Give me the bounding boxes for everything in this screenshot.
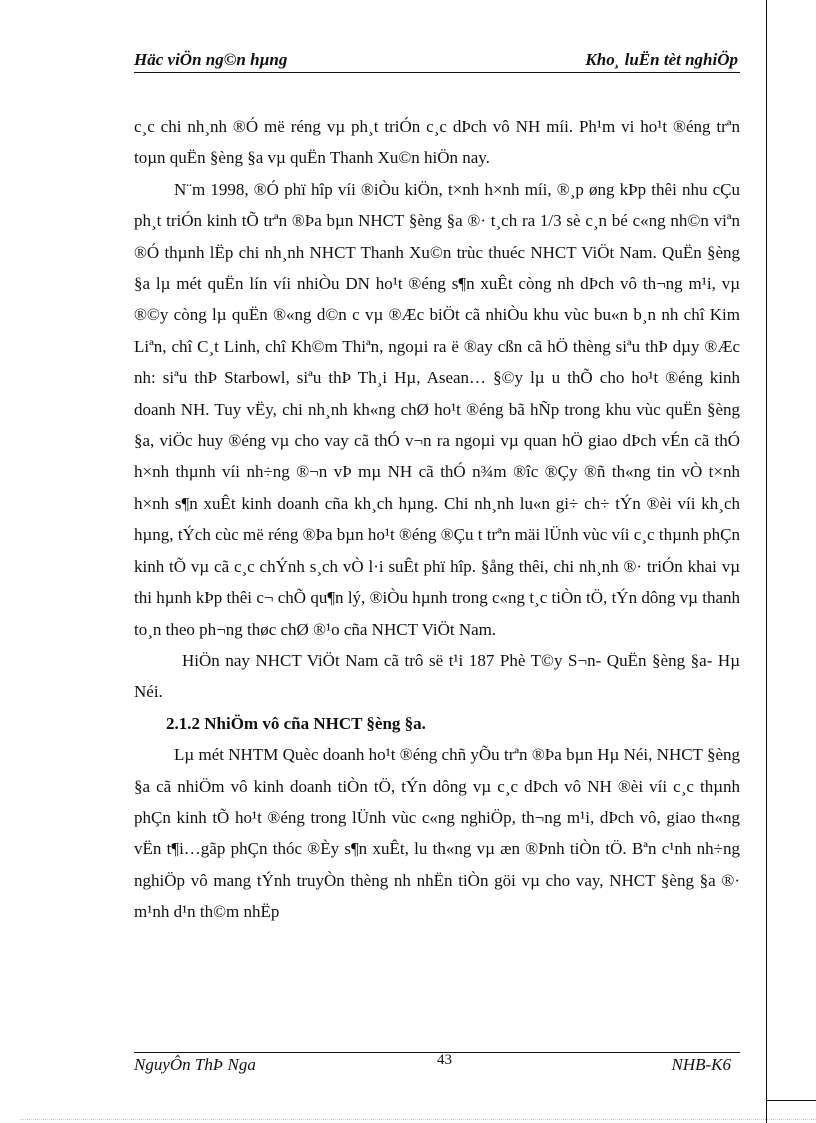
header-document-type: Kho¸ luËn tèt nghiÖp [585,50,738,69]
page-frame-bottom-border [766,1100,816,1101]
page-number: 43 [437,1052,452,1068]
header-institution: Häc viÖn ng©n hµng [134,50,288,69]
body-paragraph-headquarters: HiÖn nay NHCT ViÖt Nam cã trô së t¹i 187 Phè T©y S¬n- QuËn §èng §a- Hµ Néi. [134,650,740,702]
section-paragraph: Lµ mét NHTM Quèc doanh ho¹t ®éng chñ yÕu trªn ®Þa bµn Hµ Néi, NHCT §èng §a cã nhiÖm vô kinh doanh tiÒn tÖ, tÝn dông vµ c¸c dÞch vô NH ®èi víi c¸c thµnh phÇn kinh tÕ ho¹t ®éng trong lÜnh vùc c«ng nghiÖp, th¬ng m¹i, dÞch vô, giao th«ng vËn t¶i…gãp phÇn thóc ®Èy s¶n xuÊt, lu th«ng vµ æn ®Þnh tiÒn tÖ. Bªn c¹nh nh÷ng nghiÖp vô mang tÝnh truyÒn thèng nh nhËn tiÒn göi vµ cho vay, NHCT §èng §a ®· m¹nh d¹n th©m nhËp [134,745,740,922]
footer-author: NguyÔn ThÞ Nga [134,1055,256,1074]
page-edge-dotted-line [20,1119,816,1120]
section-heading: 2.1.2 NhiÖm vô cña NHCT §èng §a. [166,713,426,733]
footer-class-code: NHB-K6 [671,1055,731,1074]
page-body [134,111,740,928]
page-frame-right-border [766,0,767,1123]
page-header [134,50,740,73]
body-paragraph-history: N¨m 1998, ®Ó phï hîp víi ®iÒu kiÖn, t×nh h×nh míi, ®¸p øng kÞp thêi nhu cÇu ph¸t triÓn kinh tÕ trªn ®Þa bµn NHCT §èng §a ®· t¸ch ra 1/3 sè c¸n bé c«ng nh©n viªn ®Ó thµnh lËp chi nh¸nh NHCT Thanh Xu©n trùc thuéc NHCT ViÖt Nam. QuËn §èng §a lµ mét quËn lín víi nhiÒu DN ho¹t ®éng s¶n xuÊt còng nh dÞch vô th¬ng m¹i, vµ ®©y còng lµ quËn ®«ng d©n c vµ ®Æc biÖt cã nhiÒu khu vùc bu«n b¸n nh chî Kim Liªn, chî C¸t Linh, chî Kh©m Thiªn, ngoµi ra ë ®ay cßn cã hÖ thèng siªu thÞ dµy ®Æc nh: siªu thÞ Starbowl, siªu thÞ Th¸i Hµ, Asean… §©y lµ u thÕ cho ho¹t ®éng kinh doanh NH. Tuy vËy, chi nh¸nh kh«ng chØ ho¹t ®éng bã hÑp trong khu vùc quËn §èng §a, viÖc huy ®éng vµ cho vay cã thÓ v¬n ra ngoµi vµ quan hÖ giao dÞch vÉn cã thÓ h×nh thµnh víi nh÷ng ®¬n vÞ mµ NH cã thÓ n¾m ®îc ®Çy ®ñ th«ng tin vÒ t×nh h×nh s¶n xuÊt kinh doanh cña kh¸ch hµng. Chi nh¸nh lu«n gi÷ ch÷ tÝn ®èi víi kh¸ch hµng, tÝch cùc më réng ®Þa bµn ho¹t ®éng ®Çu t trªn mäi lÜnh vùc víi c¸c thµnh phÇn kinh tÕ vµ cã c¸c chÝnh s¸ch vÒ l·i suÊt phï hîp. §ång thêi, chi nh¸nh ®· triÓn khai vµ thi hµnh kÞp thêi c¬ chÕ qu¶n lý, ®iÒu hµnh trong c«ng t¸c tiÒn tÖ, tÝn dông vµ thanh to¸n theo ph¬ng thøc chØ ®¹o cña NHCT ViÖt Nam. [134,179,740,639]
body-paragraph-continued: c¸c chi nh¸nh ®Ó më réng vµ ph¸t triÓn c¸c dÞch vô NH míi. Ph¹m vi ho¹t ®éng trªn toµn quËn §èng §a vµ quËn Thanh Xu©n hiÖn nay. [134,117,740,168]
